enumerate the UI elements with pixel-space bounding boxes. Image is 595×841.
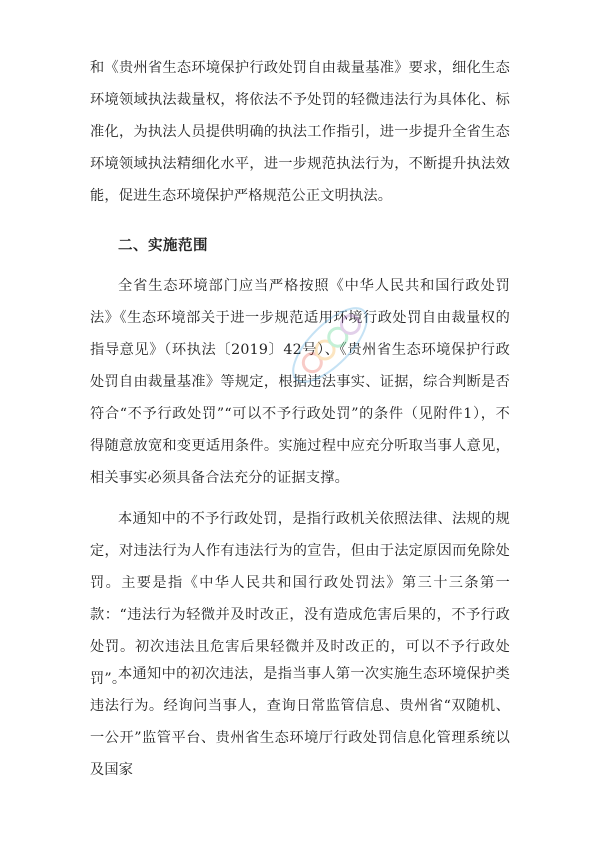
section-heading: 二、实施范围 <box>118 238 208 254</box>
paragraph-scope: 全省生态环境部门应当严格按照《中华人民共和国行政处罚法》《生态环境部关于进一步规范适用环境行政处罚自由裁量权的指导意见》（环执法〔2019〕42号）、《贵州省生态环境保护行政处罚自由裁量基准》等规定，根据违法事实、证据，综合判断是否符合“不予行政处罚”“可以不予行政处罚”的条件（见附件1），不得随意放宽和变更适用条件。实施过程中应充分听取当事人意见，相关事实必须具备合法充分的证据支撑。 <box>90 278 510 486</box>
paragraph-continued: 和《贵州省生态环境保护行政处罚自由裁量基准》要求，细化生态环境领域执法裁量权，将依法不予处罚的轻微违法行为具体化、标准化，为执法人员提供明确的执法工作指引，进一步提升全省生态环境领域执法精细化水平，进一步规范执法行为，不断提升执法效能，促进生态环境保护严格规范公正文明执法。 <box>90 60 510 204</box>
paragraph-no-penalty-definition: 本通知中的不予行政处罚，是指行政机关依照法律、法规的规定，对违法行为人作有违法行为的宣告，但由于法定原因而免除处罚。主要是指《中华人民共和国行政处罚法》第三十三条第一款：“违法行为轻微并及时改正，没有造成危害后果的，不予行政处罚。初次违法且危害后果轻微并及时改正的，可以不予行政处罚”。 <box>90 511 510 687</box>
paragraph-first-offense-definition: 本通知中的初次违法，是指当事人第一次实施生态环境保护类违法行为。经询问当事人，查询日常监管信息、贵州省“双随机、一公开”监管平台、贵州省生态环境厅行政处罚信息化管理系统以及国家 <box>90 666 510 778</box>
